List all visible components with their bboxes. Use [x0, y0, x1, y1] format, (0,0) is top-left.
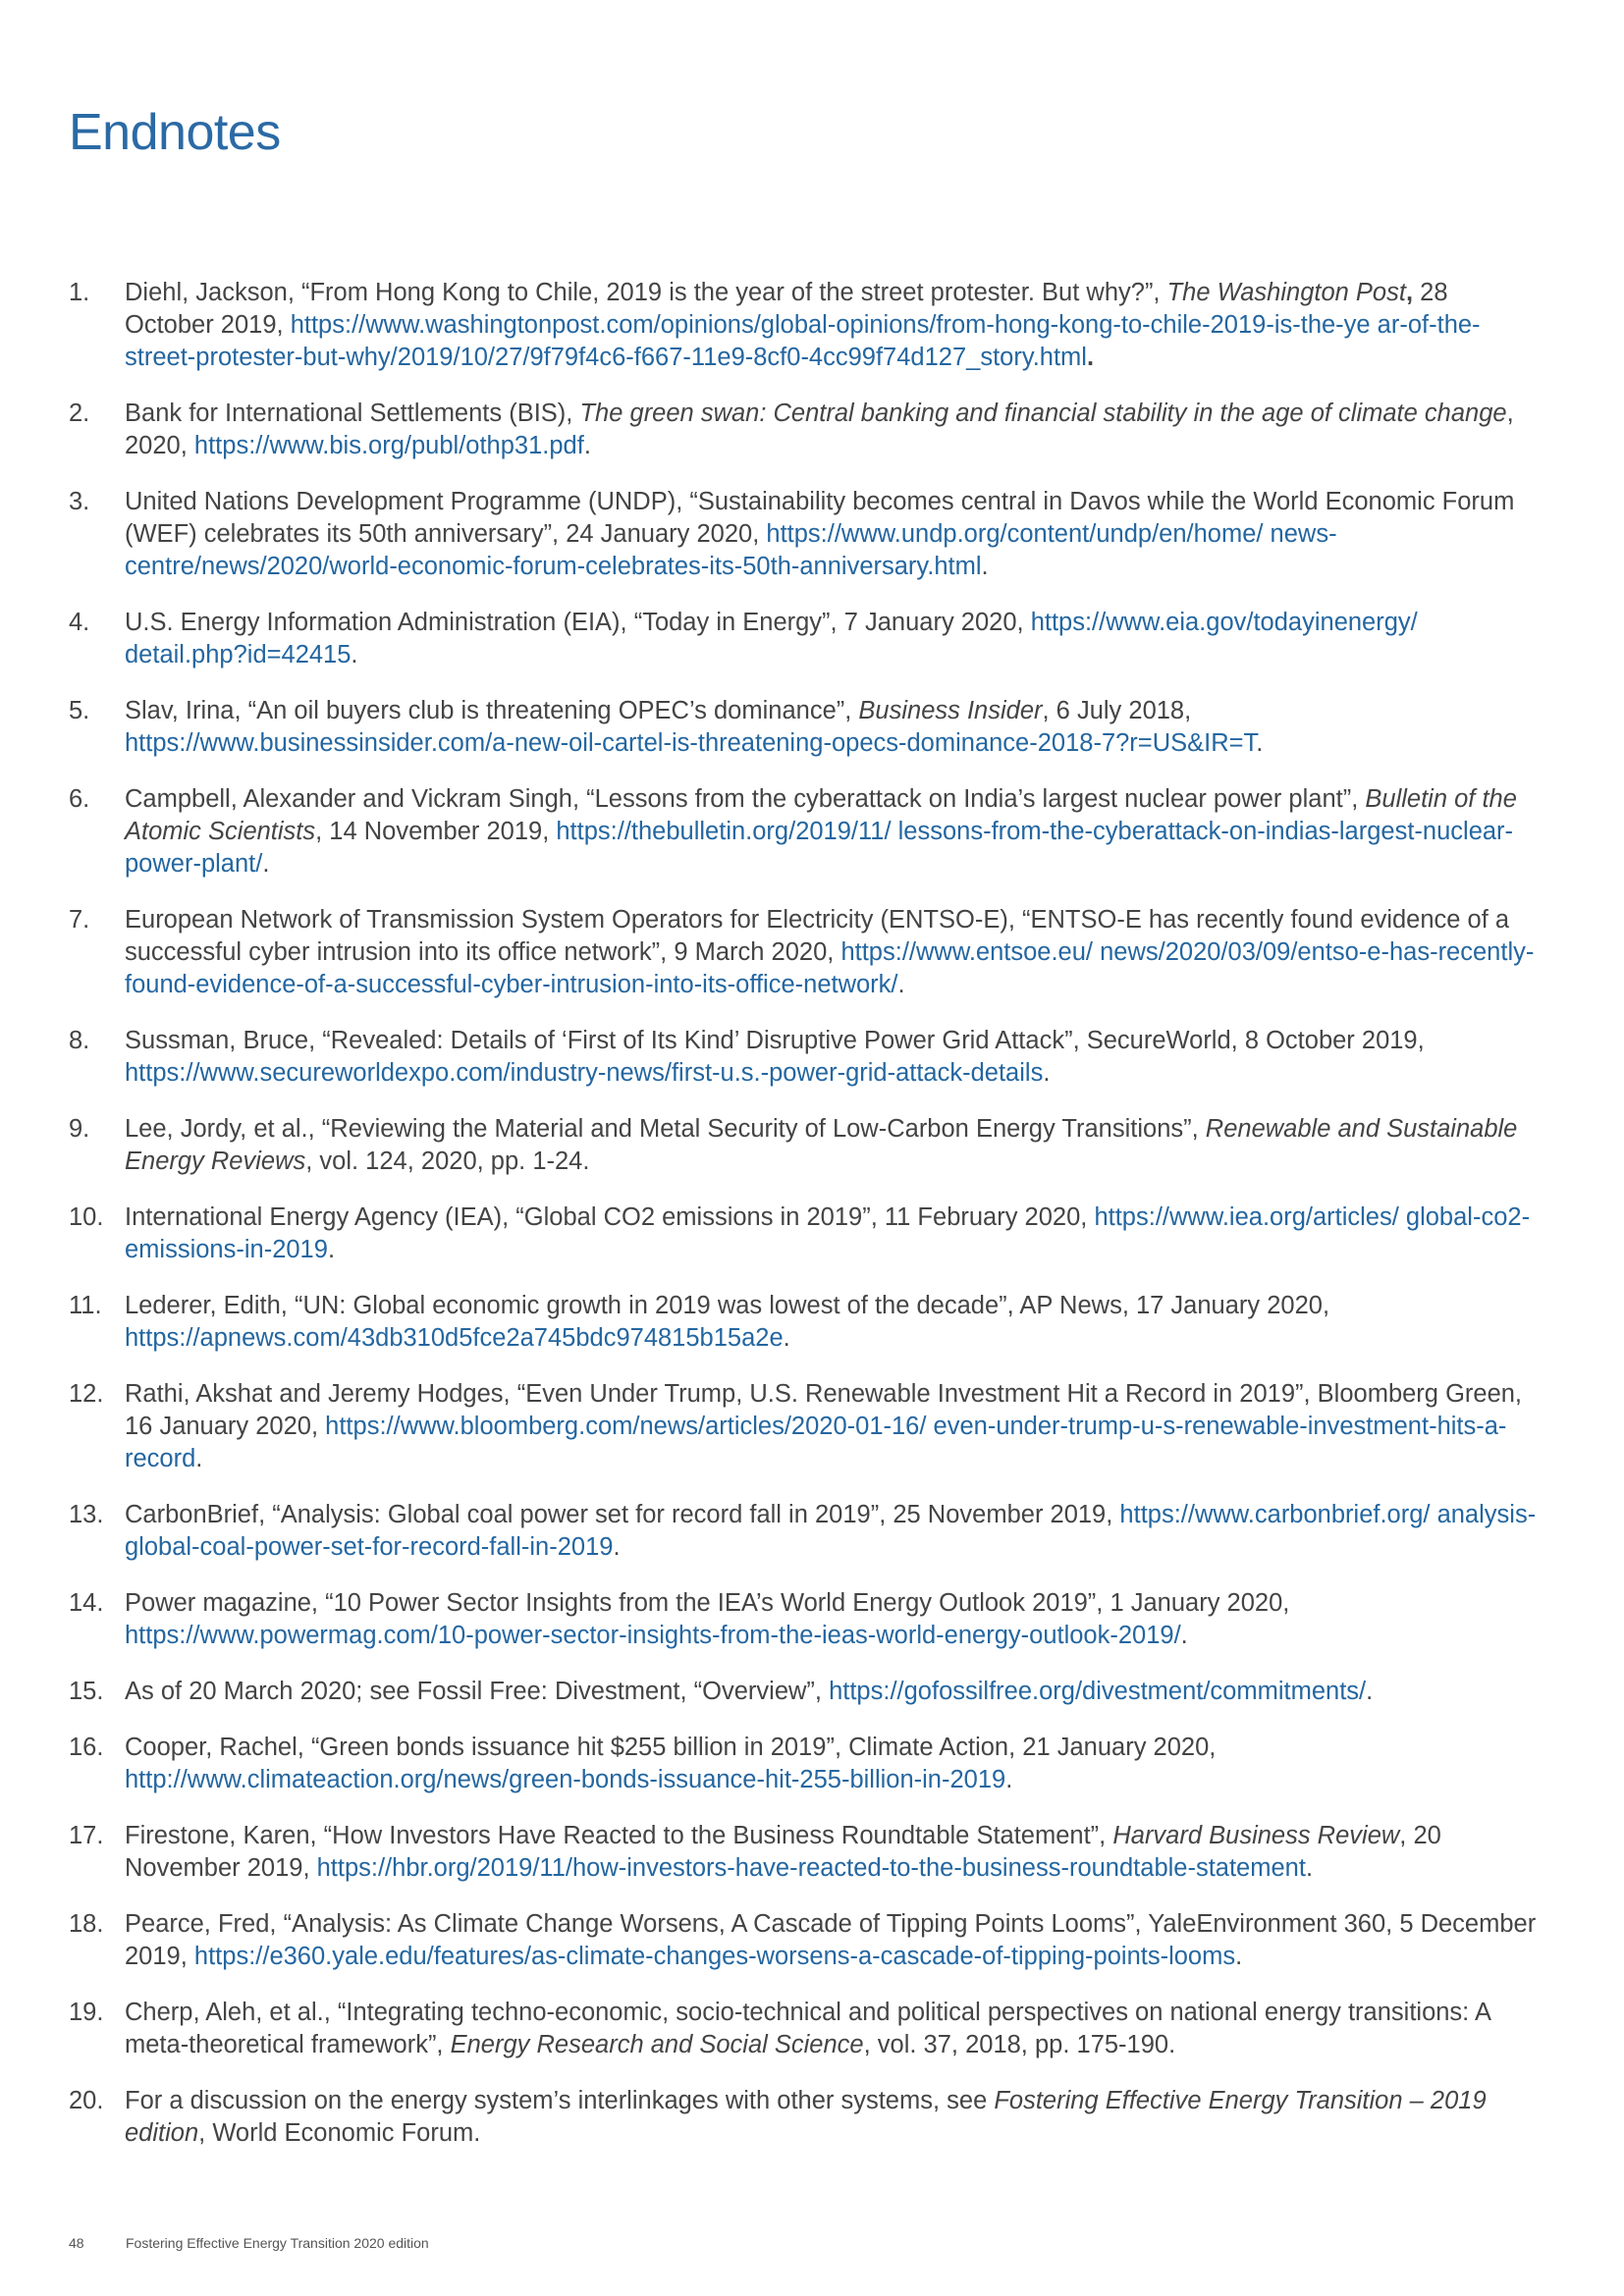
publication-title: Fostering Effective Energy Transition 2020 edition: [126, 2235, 429, 2251]
page-number: 48: [69, 2235, 84, 2251]
endnote-item: [69, 1732, 1542, 1796]
endnote-item: [69, 2085, 1542, 2150]
endnote-item: [69, 1676, 1542, 1708]
endnote-number: 19.: [69, 1999, 104, 2026]
endnote-item: [69, 1499, 1542, 1564]
endnote-text: CarbonBrief, “Analysis: Global coal power set for record fall in 2019”, 25 November 2019,: [125, 1501, 1120, 1528]
endnote-text: United Nations Development Programme (UNDP), “Sustainability becomes central in Davos while the World Economic Forum (WEF) celebrates its 50th anniversary”, 24 January 2020,: [125, 488, 1515, 548]
endnote-item: [69, 1997, 1542, 2061]
page-footer: [69, 2235, 429, 2251]
endnote-text: .: [1086, 344, 1095, 371]
endnote-item: [69, 783, 1542, 881]
endnote-link[interactable]: https://gofossilfree.org/divestment/commitments/: [829, 1678, 1367, 1705]
endnote-title: Renewable and Sustainable Energy Reviews: [125, 1115, 1518, 1175]
endnote-number: 16.: [69, 1734, 104, 1761]
endnote-text: For a discussion on the energy system’s interlinkages with other systems, see: [125, 2087, 995, 2114]
endnote-number: 6.: [69, 785, 90, 813]
endnote-link[interactable]: https://www.undp.org/content/undp/en/home/ news-centre/news/2020/world-economic-forum-celebrates-its-50th-anniversary.html: [125, 520, 1337, 580]
endnote-link[interactable]: https://www.eia.gov/todayinenergy/ detail.php?id=42415: [125, 609, 1418, 668]
endnote-text: , 2020,: [125, 400, 1514, 459]
endnote-text: .: [1043, 1059, 1051, 1087]
endnote-text: Cooper, Rachel, “Green bonds issuance hit $255 billion in 2019”, Climate Action, 21 January 2020,: [125, 1734, 1217, 1761]
endnote-text: Rathi, Akshat and Jeremy Hodges, “Even Under Trump, U.S. Renewable Investment Hit a Record in 2019”, Bloomberg Green, 16 January 2020,: [125, 1380, 1523, 1440]
endnote-item: [69, 695, 1542, 760]
endnotes-list: [69, 277, 1542, 2173]
endnote-text: International Energy Agency (IEA), “Global CO2 emissions in 2019”, 11 February 2020,: [125, 1203, 1095, 1231]
endnote-title: The green swan: Central banking and financial stability in the age of climate change: [579, 400, 1507, 427]
endnote-number: 10.: [69, 1203, 104, 1231]
endnote-item: [69, 1820, 1542, 1885]
endnote-number: 11.: [69, 1292, 102, 1319]
endnote-text: .: [1180, 1622, 1188, 1649]
endnote-text: ,: [1405, 279, 1414, 306]
endnote-text: .: [1235, 1943, 1243, 1970]
endnote-item: [69, 1025, 1542, 1090]
endnote-link[interactable]: https://hbr.org/2019/11/how-investors-have-reacted-to-the-business-roundtable-statement: [316, 1854, 1306, 1882]
endnote-link[interactable]: https://www.bloomberg.com/news/articles/2020-01-16/ even-under-trump-u-s-renewable-investment-hits-a-record: [125, 1413, 1507, 1472]
endnote-link[interactable]: https://www.iea.org/articles/ global-co2-emissions-in-2019: [125, 1203, 1531, 1263]
endnote-text: .: [1256, 729, 1264, 757]
endnote-text: .: [1305, 1854, 1314, 1882]
endnote-number: 2.: [69, 400, 90, 427]
endnote-link[interactable]: https://www.carbonbrief.org/ analysis-global-coal-power-set-for-record-fall-in-2019: [125, 1501, 1537, 1561]
endnote-link[interactable]: http://www.climateaction.org/news/green-bonds-issuance-hit-255-billion-in-2019: [125, 1766, 1006, 1793]
endnote-title: Fostering Effective Energy Transition – 2019 edition: [125, 2087, 1487, 2147]
endnote-text: .: [897, 971, 905, 998]
endnote-link[interactable]: https://www.entsoe.eu/ news/2020/03/09/entso-e-has-recently-found-evidence-of-a-successful-cyber-intrusion-into-its-office-network/: [125, 938, 1535, 998]
endnote-item: [69, 904, 1542, 1001]
endnote-number: 8.: [69, 1027, 90, 1054]
endnote-text: Lederer, Edith, “UN: Global economic growth in 2019 was lowest of the decade”, AP News, 17 January 2020,: [125, 1292, 1330, 1319]
endnote-number: 4.: [69, 609, 90, 636]
endnote-number: 9.: [69, 1115, 90, 1143]
endnote-link[interactable]: https://www.businessinsider.com/a-new-oil-cartel-is-threatening-opecs-dominance-2018-7?r=US&IR=T: [125, 729, 1257, 757]
endnote-text: .: [195, 1445, 203, 1472]
endnote-text: , vol. 124, 2020, pp. 1-24.: [305, 1148, 590, 1175]
endnote-number: 7.: [69, 906, 90, 934]
endnote-text: , World Economic Forum.: [198, 2119, 481, 2147]
endnote-number: 5.: [69, 697, 90, 724]
endnote-text: .: [351, 641, 358, 668]
endnote-item: [69, 398, 1542, 462]
endnote-text: .: [1005, 1766, 1013, 1793]
endnote-title: Harvard Business Review: [1112, 1822, 1400, 1849]
endnote-text: Campbell, Alexander and Vickram Singh, “Lessons from the cyberattack on India’s largest nuclear power plant”,: [125, 785, 1366, 813]
endnote-number: 14.: [69, 1589, 104, 1617]
endnote-text: Bank for International Settlements (BIS),: [125, 400, 580, 427]
endnote-text: 28 October 2019,: [125, 279, 1448, 339]
endnote-text: Lee, Jordy, et al., “Reviewing the Material and Metal Security of Low-Carbon Energy Transitions”,: [125, 1115, 1206, 1143]
page-title: Endnotes: [69, 104, 281, 161]
endnote-item: [69, 1587, 1542, 1652]
endnote-text: Power magazine, “10 Power Sector Insights from the IEA’s World Energy Outlook 2019”, 1 January 2020,: [125, 1589, 1290, 1617]
endnote-number: 15.: [69, 1678, 104, 1705]
endnote-number: 20.: [69, 2087, 104, 2114]
endnote-text: As of 20 March 2020; see Fossil Free: Divestment, “Overview”,: [125, 1678, 830, 1705]
endnote-item: [69, 1378, 1542, 1475]
endnote-title: The Washington Post: [1166, 279, 1406, 306]
endnote-item: [69, 1201, 1542, 1266]
endnote-text: Diehl, Jackson, “From Hong Kong to Chile, 2019 is the year of the street protester. But why?”,: [125, 279, 1167, 306]
endnote-item: [69, 1290, 1542, 1355]
endnote-number: 3.: [69, 488, 90, 515]
endnote-link[interactable]: https://thebulletin.org/2019/11/ lessons-from-the-cyberattack-on-indias-largest-nuclear-power-plant/: [125, 818, 1514, 878]
endnote-number: 18.: [69, 1910, 104, 1938]
endnote-text: Firestone, Karen, “How Investors Have Reacted to the Business Roundtable Statement”,: [125, 1822, 1113, 1849]
endnote-item: [69, 277, 1542, 374]
endnote-number: 17.: [69, 1822, 104, 1849]
endnote-item: [69, 1908, 1542, 1973]
endnote-text: , vol. 37, 2018, pp. 175-190.: [863, 2031, 1176, 2058]
endnote-text: .: [1366, 1678, 1374, 1705]
endnote-link[interactable]: https://www.secureworldexpo.com/industry-news/first-u.s.-power-grid-attack-details: [125, 1059, 1044, 1087]
endnote-item: [69, 1113, 1542, 1178]
endnote-link[interactable]: https://www.bis.org/publ/othp31.pdf: [193, 432, 584, 459]
endnote-text: Cherp, Aleh, et al., “Integrating techno-economic, socio-technical and political perspectives on national energy transitions: A meta-theoretical framework”,: [125, 1999, 1490, 2058]
endnote-text: , 6 July 2018,: [1042, 697, 1192, 724]
endnote-text: Sussman, Bruce, “Revealed: Details of ‘First of Its Kind’ Disruptive Power Grid Attack”, SecureWorld, 8 October 2019,: [125, 1027, 1425, 1054]
endnote-text: European Network of Transmission System Operators for Electricity (ENTSO-E), “ENTSO-E has recently found evidence of a successful cyber intrusion into its office network”, 9 March 2020,: [125, 906, 1510, 966]
endnote-number: 13.: [69, 1501, 104, 1528]
endnote-link[interactable]: https://e360.yale.edu/features/as-climate-changes-worsens-a-cascade-of-tipping-points-looms: [193, 1943, 1236, 1970]
endnote-text: .: [583, 432, 591, 459]
endnote-link[interactable]: https://www.washingtonpost.com/opinions/global-opinions/from-hong-kong-to-chile-2019-is-the-ye ar-of-the-street-protester-but-why/2019/10/27/9f79f4c6-f667-11e9-8cf0-4cc99f74d127_story.html: [125, 311, 1481, 371]
endnote-link[interactable]: https://www.powermag.com/10-power-sector-insights-from-the-ieas-world-energy-outlook-2019/: [125, 1622, 1181, 1649]
endnote-title: Energy Research and Social Science: [450, 2031, 864, 2058]
endnote-text: U.S. Energy Information Administration (EIA), “Today in Energy”, 7 January 2020,: [125, 609, 1031, 636]
endnote-title: Business Insider: [858, 697, 1043, 724]
endnote-item: [69, 607, 1542, 671]
endnote-number: 12.: [69, 1380, 104, 1408]
endnote-title: Bulletin of the Atomic Scientists: [125, 785, 1517, 845]
endnote-text: , 14 November 2019,: [315, 818, 557, 845]
endnote-text: , 20 November 2019,: [125, 1822, 1441, 1882]
endnote-text: Pearce, Fred, “Analysis: As Climate Change Worsens, A Cascade of Tipping Points Looms”, YaleEnvironment 360, 5 December 2019,: [125, 1910, 1537, 1970]
endnote-text: .: [783, 1324, 790, 1352]
endnote-number: 1.: [69, 279, 90, 306]
endnote-item: [69, 486, 1542, 583]
endnote-text: .: [262, 850, 270, 878]
endnote-text: .: [327, 1236, 336, 1263]
endnote-link[interactable]: https://apnews.com/43db310d5fce2a745bdc974815b15a2e: [125, 1324, 784, 1352]
endnote-text: .: [981, 553, 989, 580]
endnote-text: .: [613, 1533, 621, 1561]
endnote-text: Slav, Irina, “An oil buyers club is threatening OPEC’s dominance”,: [125, 697, 859, 724]
